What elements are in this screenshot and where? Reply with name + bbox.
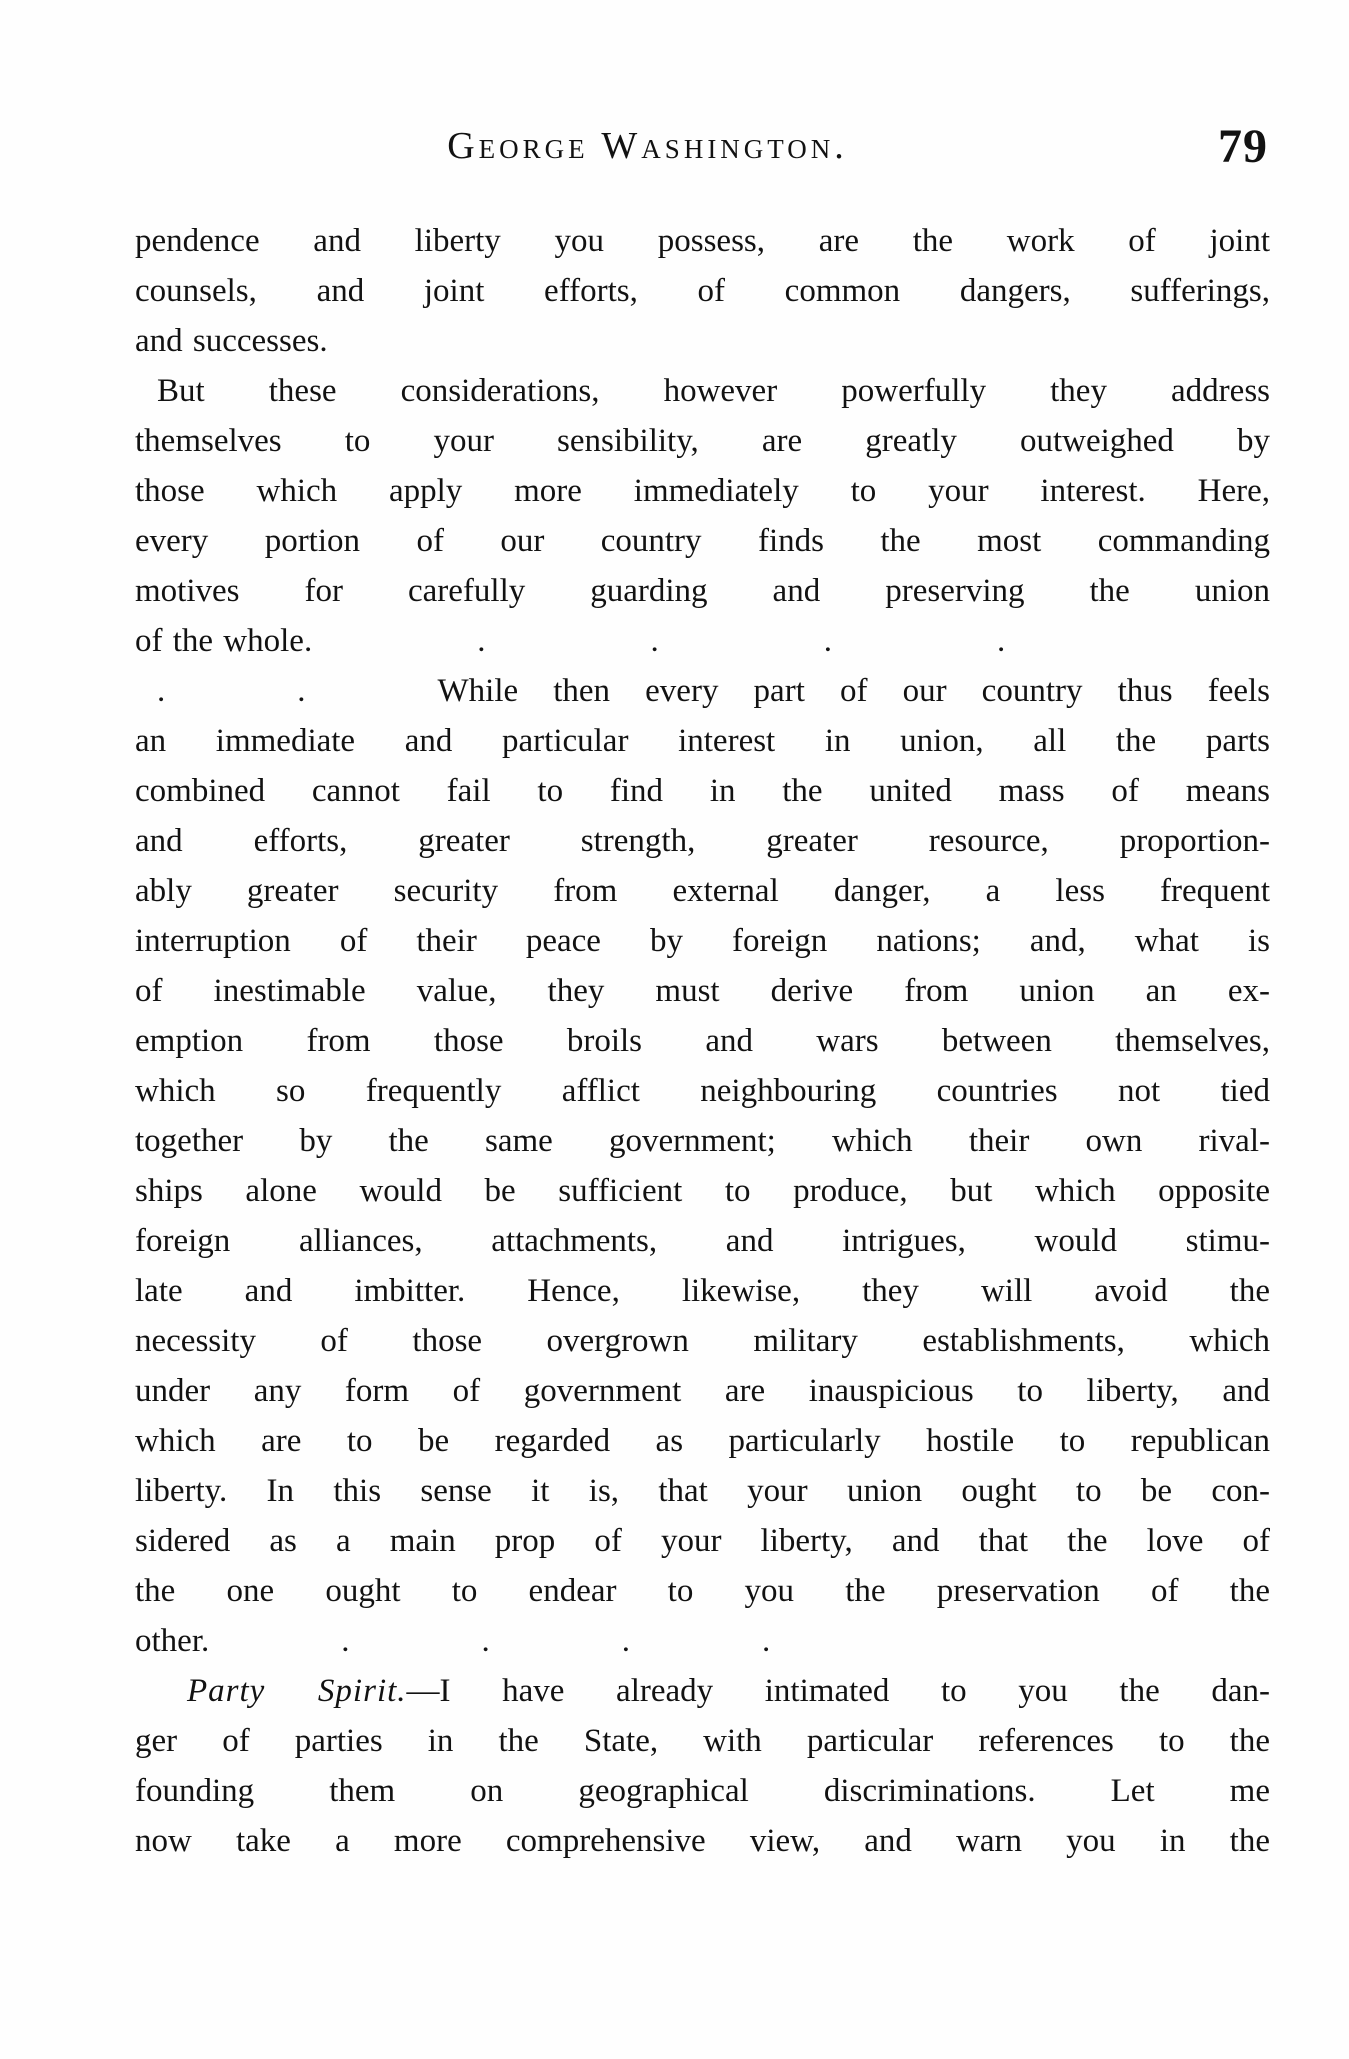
text-segment: of the whole. . . . . <box>135 623 1006 659</box>
text-segment: under any form of government are inauspicious to liberty, and <box>135 1373 1270 1409</box>
text-line <box>135 766 1270 816</box>
text-line <box>135 1516 1270 1566</box>
text-line <box>135 266 1270 316</box>
text-line <box>135 1366 1270 1416</box>
text-line <box>135 566 1270 616</box>
text-segment: emption from those broils and wars between themselves, <box>135 1023 1270 1059</box>
text-segment: and successes. <box>135 323 328 359</box>
text-segment: counsels, and joint efforts, of common dangers, sufferings, <box>135 273 1270 309</box>
text-line <box>135 866 1270 916</box>
text-segment: other. . . . . <box>135 1623 771 1659</box>
text-line <box>135 1216 1270 1266</box>
paragraph <box>135 366 1270 666</box>
text-line <box>135 1716 1270 1766</box>
text-segment: late and imbitter. Hence, likewise, they will avoid the <box>135 1273 1270 1309</box>
text-segment: together by the same government; which their own rival- <box>135 1123 1270 1159</box>
text-line <box>135 1016 1270 1066</box>
text-segment: motives for carefully guarding and preserving the union <box>135 573 1270 609</box>
text-line <box>135 1816 1270 1866</box>
text-segment: which so frequently afflict neighbouring countries not tied <box>135 1073 1270 1109</box>
text-segment: —I have already intimated to you the dan- <box>406 1673 1270 1709</box>
text-segment: ably greater security from external danger, a less frequent <box>135 873 1270 909</box>
text-line <box>135 1266 1270 1316</box>
text-line <box>135 516 1270 566</box>
text-segment: an immediate and particular interest in union, all the parts <box>135 723 1270 759</box>
text-segment: . . While then every part of our country thus feels <box>157 673 1270 709</box>
text-line <box>135 1116 1270 1166</box>
text-line <box>135 616 1270 666</box>
text-line <box>135 1616 1270 1666</box>
page-number: 79 <box>1218 120 1268 173</box>
text-segment: themselves to your sensibility, are greatly outweighed by <box>135 423 1270 459</box>
text-segment: necessity of those overgrown military establishments, which <box>135 1323 1270 1359</box>
text-segment: founding them on geographical discriminations. Let me <box>135 1773 1270 1809</box>
text-line <box>135 916 1270 966</box>
text-line <box>135 1066 1270 1116</box>
running-header <box>135 120 1270 175</box>
text-segment: the one ought to endear to you the preservation of the <box>135 1573 1270 1609</box>
text-segment: pendence and liberty you possess, are the work of joint <box>135 223 1270 259</box>
text-segment: and efforts, greater strength, greater resource, proportion- <box>135 823 1270 859</box>
text-segment: combined cannot fail to find in the united mass of means <box>135 773 1270 809</box>
text-line <box>135 1316 1270 1366</box>
text-segment: But these considerations, however powerfully they address <box>157 373 1270 409</box>
text-line <box>135 1416 1270 1466</box>
text-line <box>135 966 1270 1016</box>
paragraph <box>135 216 1270 366</box>
text-line <box>135 816 1270 866</box>
paragraph <box>135 1666 1270 1866</box>
text-line <box>135 1666 1270 1716</box>
text-line <box>135 216 1270 266</box>
text-line <box>135 316 1270 366</box>
text-segment: foreign alliances, attachments, and intrigues, would stimu- <box>135 1223 1270 1259</box>
text-line <box>135 666 1270 716</box>
text-line <box>135 1766 1270 1816</box>
text-segment: every portion of our country finds the most commanding <box>135 523 1270 559</box>
page-body <box>135 216 1270 1866</box>
text-line <box>135 1466 1270 1516</box>
text-segment: of inestimable value, they must derive from union an ex- <box>135 973 1270 1009</box>
text-segment: liberty. In this sense it is, that your union ought to be con- <box>135 1473 1270 1509</box>
text-line <box>135 1166 1270 1216</box>
text-line <box>135 716 1270 766</box>
text-segment: interruption of their peace by foreign nations; and, what is <box>135 923 1270 959</box>
text-segment: which are to be regarded as particularly hostile to republican <box>135 1423 1270 1459</box>
text-segment: those which apply more immediately to your interest. Here, <box>135 473 1270 509</box>
text-line <box>135 416 1270 466</box>
text-segment: ger of parties in the State, with particular references to the <box>135 1723 1270 1759</box>
text-line <box>135 466 1270 516</box>
text-segment: ships alone would be sufficient to produce, but which opposite <box>135 1173 1270 1209</box>
italic-text-segment: Party Spirit. <box>187 1673 407 1709</box>
text-segment: sidered as a main prop of your liberty, and that the love of <box>135 1523 1270 1559</box>
text-line <box>135 366 1270 416</box>
text-line <box>135 1566 1270 1616</box>
page-title: George Washington. <box>447 125 848 167</box>
text-segment: now take a more comprehensive view, and warn you in the <box>135 1823 1270 1859</box>
paragraph <box>135 666 1270 1666</box>
